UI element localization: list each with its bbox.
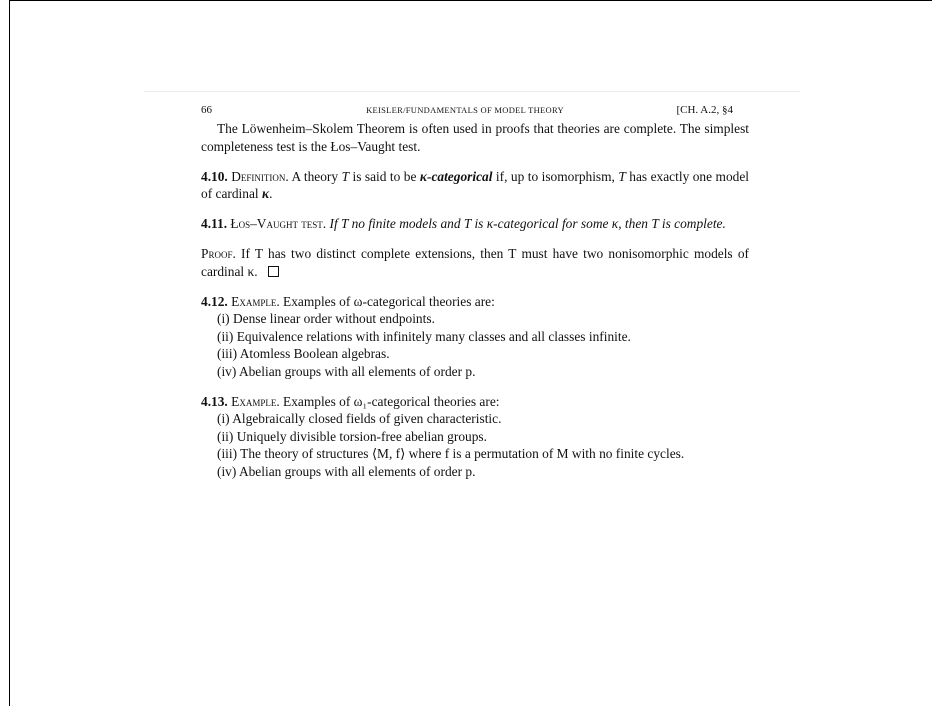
theorem-number: 4.11.: [201, 216, 228, 231]
list-item: (iv) Abelian groups with all elements of order p.: [217, 363, 476, 379]
proof-paragraph: [201, 245, 749, 280]
example-number: 4.12.: [201, 293, 228, 309]
list-item: (iii) The theory of structures ⟨M, f⟩ where f is a permutation of M with no finite cycles.: [217, 446, 685, 461]
page-top-edge: [144, 91, 800, 92]
example-4-12: [201, 293, 749, 381]
example-label: Example.: [231, 293, 280, 309]
definition-end: .: [269, 186, 273, 201]
definition-number: 4.10.: [201, 168, 228, 184]
example-4-13: [201, 393, 749, 481]
intro-paragraph: The Löwenheim–Skolem Theorem is often used in proofs that theories are complete. The simplest completeness test is the Łos–Vaught test.: [201, 121, 749, 154]
definition-text-c: if, up to isomorphism,: [492, 168, 619, 184]
definition-var-t2: T: [618, 168, 626, 184]
example-number: 4.13.: [201, 393, 228, 409]
definition-kappa: κ: [261, 186, 270, 201]
definition-term: κ-categorical: [419, 168, 493, 184]
proof-label: Proof.: [201, 246, 236, 261]
proof-text: If T has two distinct complete extensions, then T must have two nonisomorphic models of cardinal κ.: [201, 246, 749, 279]
qed-box-icon: [268, 266, 279, 277]
list-item: (iii) Atomless Boolean algebras.: [217, 346, 390, 361]
example-heading: [201, 293, 749, 311]
example-intro: Examples of ω₁-categorical theories are:: [279, 393, 500, 409]
theorem-4-11: [201, 215, 749, 233]
page-number: 66: [201, 104, 212, 116]
running-head: [201, 104, 749, 120]
list-item: (i) Algebraically closed fields of given characteristic.: [217, 411, 502, 426]
example-label: Example.: [231, 393, 280, 409]
viewer-top-border: [9, 0, 932, 1]
definition-var-t: T: [341, 168, 350, 184]
definition-text-a: A theory: [288, 168, 342, 184]
example-intro: Examples of ω-categorical theories are:: [279, 293, 495, 309]
definition-text-b: is said to be: [349, 168, 420, 184]
list-item: (ii) Equivalence relations with infinitely many classes and all classes infinite.: [217, 328, 631, 344]
example-heading: [201, 393, 749, 411]
definition-4-10: [201, 168, 749, 203]
section-reference: [CH. A.2, §4: [676, 104, 733, 116]
definition-text-d: has exactly one model of cardinal: [201, 168, 749, 201]
book-page: [201, 104, 749, 480]
running-title: KEISLER/FUNDAMENTALS OF MODEL THEORY: [366, 105, 564, 115]
definition-label: Definition.: [231, 168, 289, 184]
viewer-left-border: [9, 0, 10, 706]
list-item: (iv) Abelian groups with all elements of order p.: [217, 463, 476, 479]
theorem-statement: If T no finite models and T is κ-categorical for some κ, then T is complete.: [326, 216, 726, 231]
list-item: (ii) Uniquely divisible torsion-free abelian groups.: [217, 428, 487, 444]
list-item: (i) Dense linear order without endpoints.: [217, 311, 435, 326]
theorem-label: Łos–Vaught test.: [230, 216, 327, 231]
